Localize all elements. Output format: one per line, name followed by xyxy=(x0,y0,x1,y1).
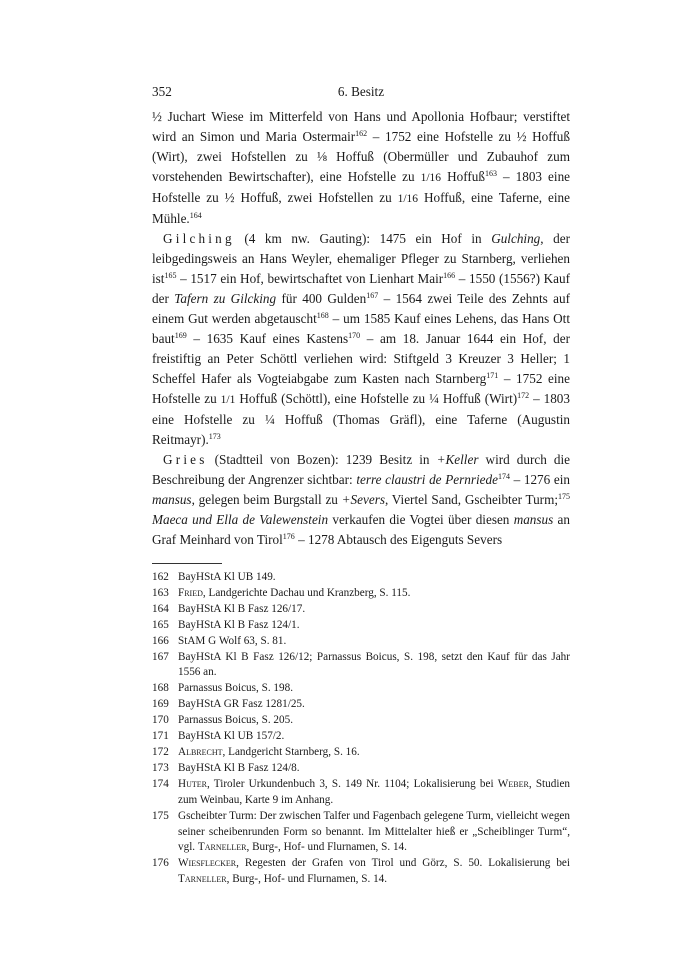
footnote-number: 167 xyxy=(152,650,169,663)
footnote-163 xyxy=(152,586,570,602)
main-text xyxy=(152,107,570,550)
footnote-ref[interactable]: 172 xyxy=(517,391,530,400)
citation-text: Gscheibter Turm: Der zwischen Talfer und Fagenbach gelegene Turm, vielleicht wegen seiner scheibenrunden Form so benannt. Im Mittelalter hieß er „Scheiblinger Turm“, vgl. xyxy=(178,809,570,854)
citation-text: , Burg-, Hof- und Flurnamen, S. 14. xyxy=(246,841,407,854)
footnote-divider xyxy=(152,563,222,564)
citation-text: BayHStA GR Fasz 1281/25. xyxy=(178,698,305,711)
footnote-text xyxy=(178,634,570,650)
footnote-168 xyxy=(152,681,570,697)
author-name: Wiesflecker xyxy=(178,857,237,870)
footnote-text xyxy=(178,745,570,761)
footnote-number: 173 xyxy=(152,761,169,774)
footnote-text xyxy=(178,809,570,857)
paragraph-gries: Gries (Stadtteil von Bozen): 1239 Besitz in +Keller wird durch die Beschreibung der Angrenzer sichtbar: terre claustri de Pernriede$^{174}$ – 1276 ein mansus, gelegen beim Burgstall zu +Severs, Viertel Sand, Gscheibter Turm;$^{175}$ Maeca und Ella de Valewenstein verkaufen die Vogtei über diesen mansus an Graf Meinhard von Tirol$^{176}$ – 1278 Abtausch des Eigenguts Severs xyxy=(152,452,571,547)
footnote-ref[interactable]: 169 xyxy=(174,331,187,340)
footnote-ref[interactable]: 163 xyxy=(484,169,497,178)
citation-text: , Landgericht Starnberg, S. 16. xyxy=(222,745,360,758)
footnote-number: 164 xyxy=(152,602,169,615)
footnote-165 xyxy=(152,618,570,634)
citation-text: , Regesten der Grafen von Tirol und Görz, S. 50. Lokalisierung bei xyxy=(236,857,570,870)
footnote-ref[interactable]: 164 xyxy=(189,211,202,220)
footnote-number: 172 xyxy=(152,745,169,758)
footnote-text xyxy=(178,713,570,729)
author-name: Huter xyxy=(178,777,207,790)
footnote-ref[interactable]: 167 xyxy=(366,291,379,300)
footnote-number: 162 xyxy=(152,571,169,583)
citation-text: Parnassus Boicus, S. 205. xyxy=(178,714,293,727)
footnote-166 xyxy=(152,634,570,650)
footnote-ref[interactable]: 176 xyxy=(282,532,295,541)
footnote-text xyxy=(178,856,570,888)
citation-text: , Burg-, Hof- und Flurnamen, S. 14. xyxy=(226,873,388,886)
footnote-number: 175 xyxy=(152,809,169,822)
footnote-text xyxy=(178,602,570,618)
running-title: 6. Besitz xyxy=(337,84,385,99)
footnote-ref[interactable]: 166 xyxy=(443,271,456,280)
footnote-173 xyxy=(152,761,570,777)
footnotes xyxy=(152,570,570,888)
author-name: Tarneller xyxy=(197,841,247,854)
page-number: 352 xyxy=(152,84,172,99)
footnote-ref[interactable]: 171 xyxy=(486,371,499,380)
book-page xyxy=(152,84,570,888)
footnote-number: 170 xyxy=(152,714,169,727)
footnote-text xyxy=(178,729,570,745)
footnote-number: 171 xyxy=(152,730,169,743)
citation-text: , Tiroler Urkundenbuch 3, S. 149 Nr. 1104; Lokalisierung bei xyxy=(206,777,498,790)
footnote-ref[interactable]: 162 xyxy=(355,129,368,138)
place-name: Gries xyxy=(163,452,208,467)
footnote-number: 176 xyxy=(152,857,169,870)
footnote-text xyxy=(178,618,570,634)
footnote-ref[interactable]: 174 xyxy=(497,472,510,481)
citation-text: BayHStA Kl B Fasz 124/8. xyxy=(178,761,300,774)
footnote-text xyxy=(178,761,570,777)
footnote-text xyxy=(178,586,570,602)
footnote-ref[interactable]: 168 xyxy=(316,311,329,320)
footnote-text xyxy=(178,570,570,586)
footnote-171 xyxy=(152,729,570,745)
citation-text: BayHStA Kl B Fasz 126/12; Parnassus Boicus, S. 198, setzt den Kauf für das Jahr 1556 an. xyxy=(178,650,570,679)
citation-text: , Studien zum Weinbau, Karte 9 im Anhang. xyxy=(178,777,570,806)
citation-text: BayHStA Kl UB 149. xyxy=(178,571,276,583)
place-name: Gilching xyxy=(163,231,235,246)
footnote-number: 168 xyxy=(152,682,169,695)
citation-text: , Landgerichte Dachau und Kranzberg, S. 115. xyxy=(202,586,411,599)
footnote-ref[interactable]: 165 xyxy=(164,271,177,280)
footnote-text xyxy=(178,681,570,697)
footnote-number: 165 xyxy=(152,618,169,631)
author-name: Tarneller xyxy=(178,873,227,886)
footnote-number: 169 xyxy=(152,698,169,711)
footnote-169 xyxy=(152,697,570,713)
citation-text: BayHStA Kl B Fasz 124/1. xyxy=(178,618,300,631)
author-name: Weber xyxy=(497,777,529,790)
citation-text: BayHStA Kl UB 157/2. xyxy=(178,730,285,743)
author-name: Albrecht xyxy=(178,745,223,758)
author-name: Fried xyxy=(178,586,203,599)
footnote-172 xyxy=(152,745,570,761)
footnote-number: 166 xyxy=(152,634,169,647)
footnote-174 xyxy=(152,777,570,809)
running-header xyxy=(152,84,570,104)
footnote-ref[interactable]: 173 xyxy=(208,432,221,441)
footnote-175 xyxy=(152,809,570,857)
footnote-164 xyxy=(152,602,570,618)
footnote-162 xyxy=(152,570,570,586)
paragraph-gilching: Gilching (4 km nw. Gauting): 1475 ein Hof in Gulching, der leibgedingsweis an Hans Weyler, ehemaliger Pfleger zu Starnberg, verliehen ist$^{165}$ – 1517 ein Hof, bewirtschaftet von Lienhart Mair$^{166}$ – 1550 (1556?) Kauf der Tafern zu Gilcking für 400 Gulden$^{167}$ – 1564 zwei Teile des Zehnts auf einem Gut werden abgetauscht$^{168}$ – um 1585 Kauf eines Lehens, das Hans Ott baut$^{169}$ – 1635 Kauf eines Kastens$^{170}$ – am 18. Januar 1644 ein Hof, der freistiftig an Peter Schöttl verliehen wird: Stiftgeld 3 Kreuzer 3 Heller; 1 Scheffel Hafer als Vogteiabgabe zum Kasten nach Starnberg$^{171}$ – 1752 eine Hofstelle zu 1/1 Hoffuß (Schöttl), eine Hofstelle zu ¼ Hoffuß (Wirt)$^{172}$ – 1803 eine Hofstelle zu ¼ Hoffuß (Thomas Gräfl), eine Taferne (Augustin Reitmayr).$^{173}$ xyxy=(152,231,571,447)
citation-text: Parnassus Boicus, S. 198. xyxy=(178,682,293,695)
paragraph-continued: ½ Juchart Wiese im Mitterfeld von Hans und Apollonia Hofbaur; verstiftet wird an Simon und Maria Ostermair$^{162}$ – 1752 eine Hofstelle zu ½ Hoffuß (Wirt), zwei Hofstellen zu ⅛ Hoffuß (Obermüller und Zubauhof zum vorstehenden Bewirtschafter), eine Hofstelle zu 1/16 Hoffuß$^{163}$ – 1803 eine Hofstelle zu ½ Hoffuß, zwei Hofstellen zu 1/16 Hoffuß, eine Taferne, eine Mühle.$^{164}$ xyxy=(152,109,571,226)
footnote-170 xyxy=(152,713,570,729)
footnote-ref[interactable]: 170 xyxy=(348,331,361,340)
footnote-number: 174 xyxy=(152,777,169,790)
footnote-text xyxy=(178,777,570,809)
footnote-ref[interactable]: 175 xyxy=(558,492,570,501)
citation-text: BayHStA Kl B Fasz 126/17. xyxy=(178,602,306,615)
footnote-167 xyxy=(152,650,570,682)
footnote-text xyxy=(178,697,570,713)
footnote-number: 163 xyxy=(152,586,169,599)
citation-text: StAM G Wolf 63, S. 81. xyxy=(178,634,287,647)
footnote-text xyxy=(178,650,570,682)
footnote-176 xyxy=(152,856,570,888)
